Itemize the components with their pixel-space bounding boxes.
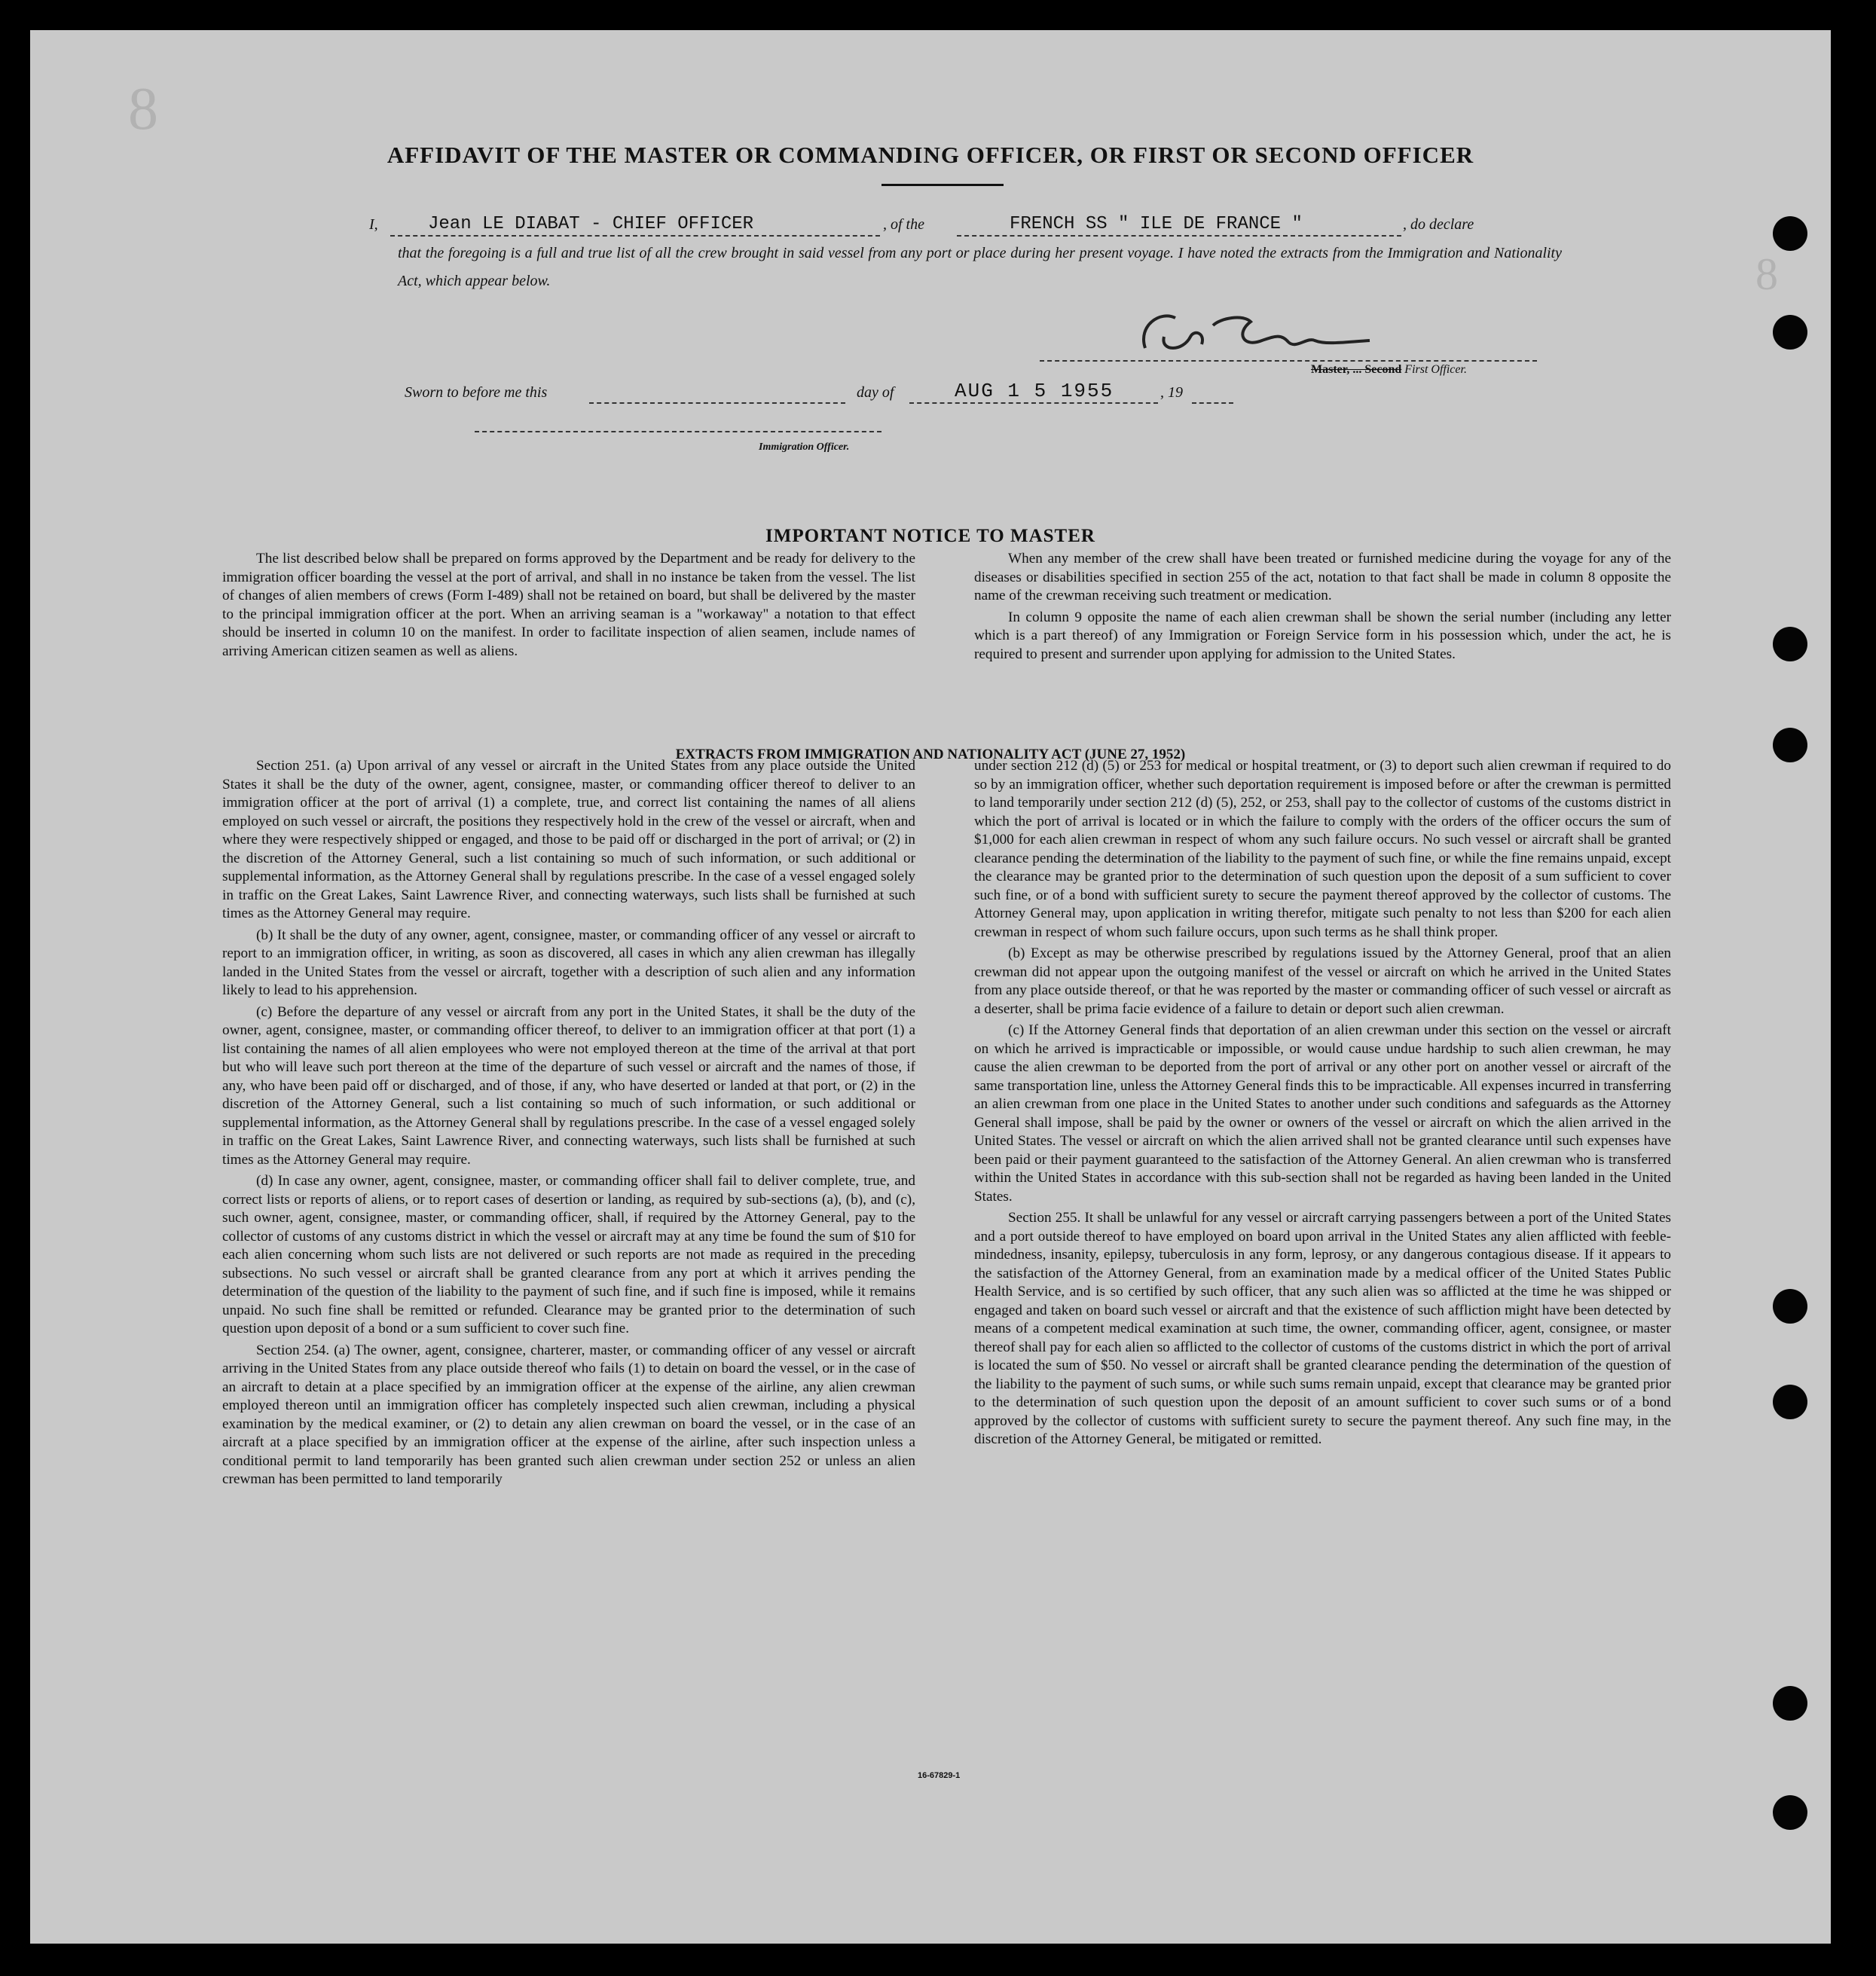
- title-rule: [881, 184, 1004, 186]
- punch-hole: [1773, 728, 1807, 762]
- struck-title: Master, ... Second: [1311, 363, 1402, 376]
- signature-line: [1040, 360, 1537, 362]
- vessel-name: FRENCH SS " ILE DE FRANCE ": [1010, 214, 1303, 234]
- extract-paragraph: (b) Except as may be otherwise prescribed by regulations issued by the Attorney General, proof that an alien crewman did not appear upon the outgoing manifest of the vessel or aircraft on which he arrived in the United States from any place outside thereof, or that he was reported by the master or commanding officer of such vessel or aircraft as a deserter, shall be prima facie evidence of a failure to detain or deport such alien crewman.: [974, 945, 1671, 1017]
- immigration-officer-line: [475, 431, 881, 432]
- punch-hole: [1773, 1385, 1807, 1419]
- notice-title: IMPORTANT NOTICE TO MASTER: [765, 526, 1095, 546]
- sworn-line: [405, 380, 1309, 414]
- extract-paragraph: (d) In case any owner, agent, consignee, master, or commanding officer shall fail to deliver complete, true, and correct lists or reports of aliens, or to report cases of desertion or landing, as required by sub-sections (a), (b), and (c), such owner, agent, consignee, master, or commanding officer, shall, if required by the Attorney General, pay to the collector of customs of any customs district in which the vessel or aircraft may at any time be found the sum of $10 for each alien concerning whom such lists are not delivered or such reports are not made as required in the preceding subsections. No such vessel or aircraft shall be granted clearance from any port at which it arrives pending the determination of the question of the liability to the payment of such fine, and if such fine is imposed, while it remains unpaid. No such fine shall be remitted or refunded. Clearance may be granted prior to the determination of such question upon deposit of a bond or a sum sufficient to cover such fine.: [222, 1173, 915, 1336]
- punch-hole: [1773, 216, 1807, 251]
- extract-paragraph: (c) If the Attorney General finds that deportation of an alien crewman under this section on the vessel or aircraft on which he arrived is impracticable or impossible, or would cause undue hardship to such alien crewman, he may cause the alien crewman to be deported from the port of arrival or any other port on another vessel or aircraft of the same transportation line, unless the Attorney General finds this to be impracticable. All expenses incurred in transferring an alien crewman from one place in the United States to another under such conditions and safeguards as the Attorney General shall impose, shall be paid by the owner or owners of the vessel or aircraft on which the alien arrived in the United States. The vessel or aircraft on which the alien arrived shall not be granted clearance until such expenses have been paid or their payment guaranteed to the satisfaction of the Attorney General. An alien crewman who is transferred within the United States in accordance with this sub-section shall not be regarded as having been landed in the United States.: [974, 1022, 1671, 1205]
- vessel-field[interactable]: [957, 215, 1401, 237]
- punch-hole: [1773, 1289, 1807, 1324]
- signature-caption: [1311, 363, 1467, 377]
- extract-paragraph: (b) It shall be the duty of any owner, agent, consignee, master, or commanding officer of any vessel or aircraft to report to an immigration officer, in writing, as soon as discovered, all cases in which any alien crewman has illegally landed in the United States from the vessel or aircraft, together with a description of such alien and any information likely to lead to his apprehension.: [222, 927, 915, 998]
- bleed-through-mark: 8: [1755, 249, 1778, 299]
- extract-paragraph: Section 251. (a) Upon arrival of any vessel or aircraft in the United States from any place outside the United States it shall be the duty of the owner, agent, consignee, master, or commanding officer thereof to deliver to an immigration officer at the port of arrival (1) a complete, true, and correct list containing the names of all aliens employed on such vessel or aircraft, the positions they respectively hold in the crew of the vessel or aircraft, when and where they were respectively shipped or engaged, and those to be paid off or discharged in the port of arrival; or (2) in the discretion of the Attorney General, such a list containing so much of such information, or such additional or supplemental information, as the Attorney General shall by regulations prescribe. In the case of a vessel engaged solely in traffic on the Great Lakes, Saint Lawrence River, and connecting waterways, such lists shall be furnished at such times as the Attorney General may require.: [222, 758, 915, 921]
- sworn-label: Sworn to before me this: [405, 384, 548, 401]
- of-the-label: , of the: [883, 216, 924, 233]
- date-stamp: AUG 1 5 1955: [955, 380, 1114, 402]
- declarant-field[interactable]: [390, 215, 880, 237]
- extracts-left-column: [222, 757, 915, 1492]
- year-label: , 19: [1160, 384, 1183, 401]
- notice-right-column: [974, 550, 1671, 667]
- do-declare-label: , do declare: [1403, 216, 1474, 233]
- punch-hole: [1773, 315, 1807, 350]
- extract-paragraph: Section 255. It shall be unlawful for any vessel or aircraft carrying passengers between a port of the United States and a port outside thereof to have employed on board upon arrival in the United States any alien afflicted with feeble-mindedness, insanity, epilepsy, tuberculosis in any form, leprosy, or any dangerous contagious disease. If it appears to the satisfaction of the Attorney General, from an examination made by a medical officer of the United States Public Health Service, and is so certified by such officer, that any such alien was so afflicted at the time he was shipped or engaged and taken on board such vessel or aircraft and that the existence of such affliction might have been detected by means of a competent medical examination at such time, the owner, commanding officer, agent, consignee, or master thereof shall pay for each alien so afflicted to the collector of customs of the customs district in which the port of arrival is located the sum of $50. No vessel or aircraft shall be granted clearance pending the determination of the question of the liability to the payment of such sums, or while such sums remain unpaid, except that clearance may be granted prior to the determination of such question upon the deposit of an amount sufficient to cover such sums or of a bond approved by the collector of customs with sufficient surety to secure the payment thereof. Any such fine may, in the discretion of the Attorney General, be mitigated or remitted.: [974, 1210, 1671, 1447]
- extracts-title: EXTRACTS FROM IMMIGRATION AND NATIONALITY ACT (JUNE 27, 1952): [675, 747, 1186, 762]
- extracts-right-column: [974, 757, 1671, 1452]
- form-code: 16-67829-1: [918, 1771, 961, 1780]
- bleed-through-mark: 8: [128, 76, 158, 142]
- extract-paragraph: under section 212 (d) (5) or 253 for medical or hospital treatment, or (3) to deport such alien crewman if required to do so by an immigration officer, whether such deportation requirement is imposed before or after the crewman is permitted to land temporarily under section 212 (d) (5), 252, or 253, shall pay to the collector of customs of the customs district in which the port of arrival is located or in which the failure to comply with the orders of the officer occurs the sum of $1,000 for each alien crewman in respect of whom any such failure occurs. No such vessel or aircraft shall be granted clearance pending the determination of the liability to the payment of such fine, or while the fine remains unpaid, except the clearance may be granted prior to the determination of such question upon the deposit of a sum sufficient to cover such fine, or of a bond with sufficient surety to secure the payment thereof approved by the collector of customs. The Attorney General may, upon application in writing therefor, mitigate such penalty to not less than $200 for each alien crewman in respect of whom such failure occurs, upon such terms as he shall think proper.: [974, 758, 1671, 940]
- notice-paragraph: When any member of the crew shall have been treated or furnished medicine during the voyage for any of the diseases or disabilities specified in section 255 of the act, notation to that fact shall be made in column 8 opposite the name of the crewman receiving such treatment or medication.: [974, 551, 1671, 603]
- extract-paragraph: Section 254. (a) The owner, agent, consignee, charterer, master, or commanding officer of any vessel or aircraft arriving in the United States from any place outside thereof who fails (1) to detain on board the vessel, or in the case of an aircraft to detain at a place specified by an immigration officer at the expense of the airline, any alien crewman employed thereon until an immigration officer has completely inspected such alien crewman, including a physical examination by the medical examiner, or (2) to detain any alien crewman on board the vessel, or in the case of an aircraft at a place specified by an immigration officer at the expense of the airline, after such inspection unless a conditional permit to land temporarily has been granted such alien crewman under section 252 or unless an alien crewman has been permitted to land temporarily: [222, 1342, 915, 1487]
- i-label: I,: [369, 216, 378, 233]
- punch-hole: [1773, 1795, 1807, 1830]
- punch-hole: [1773, 627, 1807, 661]
- notice-paragraph: In column 9 opposite the name of each alien crewman shall be shown the serial number (including any letter which is a part thereof) of any Immigration or Foreign Service form in his possession which, under the act, he is required to present and surrender upon applying for admission to the United States.: [974, 609, 1671, 662]
- extract-paragraph: (c) Before the departure of any vessel or aircraft from any port in the United States, it shall be the duty of the owner, agent, consignee, master, or commanding officer thereof, to deliver to an immigration officer at that port (1) a list containing the names of all alien employees who were not employed thereon at the time of the arrival at that port but who will leave such port thereon at the time of the departure of such vessel or aircraft and the names of those, if any, who have been paid off or discharged, and of those, if any, who have deserted or landed at that port, or (2) in the discretion of the Attorney General, such a list containing so much of such information, or such additional or supplemental information, as the Attorney General shall by regulations prescribe. In the case of a vessel engaged solely in traffic on the Great Lakes, Saint Lawrence River, and connecting waterways, such lists shall be furnished at such times as the Attorney General may require.: [222, 1003, 915, 1168]
- signature-image: [1130, 295, 1371, 363]
- declaration-block: [369, 211, 1562, 289]
- first-officer-label: First Officer.: [1404, 363, 1467, 376]
- affidavit-title: AFFIDAVIT OF THE MASTER OR COMMANDING OFFICER, OR FIRST OR SECOND OFFICER: [387, 142, 1474, 168]
- declaration-text: that the foregoing is a full and true list of all the crew brought in said vessel from any port or place during her present voyage. I have noted the extracts from the Immigration and Nationality Act, which appear below.: [398, 245, 1562, 289]
- punch-hole: [1773, 1686, 1807, 1721]
- day-of-label: day of: [857, 384, 894, 401]
- sworn-year-field[interactable]: [1192, 387, 1233, 404]
- declarant-name: Jean LE DIABAT - CHIEF OFFICER: [428, 214, 754, 234]
- sworn-month-field[interactable]: [909, 380, 1158, 404]
- notice-left-column: [222, 550, 915, 664]
- notice-paragraph: The list described below shall be prepared on forms approved by the Department and be ready for delivery to the immigration officer boarding the vessel at the port of arrival, and shall in no instance be taken from the vessel. The list of changes of alien members of crews (Form I-489) shall not be retained on board, but shall be delivered by the master to the principal immigration officer at the port. When an arriving seaman is a "workaway" a notation to that effect should be inserted in column 10 on the manifest. In order to facilitate inspection of alien seamen, include names of arriving American citizen seamen as well as aliens.: [222, 551, 915, 659]
- document-page: [30, 30, 1831, 1944]
- immigration-officer-label: Immigration Officer.: [759, 441, 850, 453]
- sworn-day-field[interactable]: [589, 387, 845, 404]
